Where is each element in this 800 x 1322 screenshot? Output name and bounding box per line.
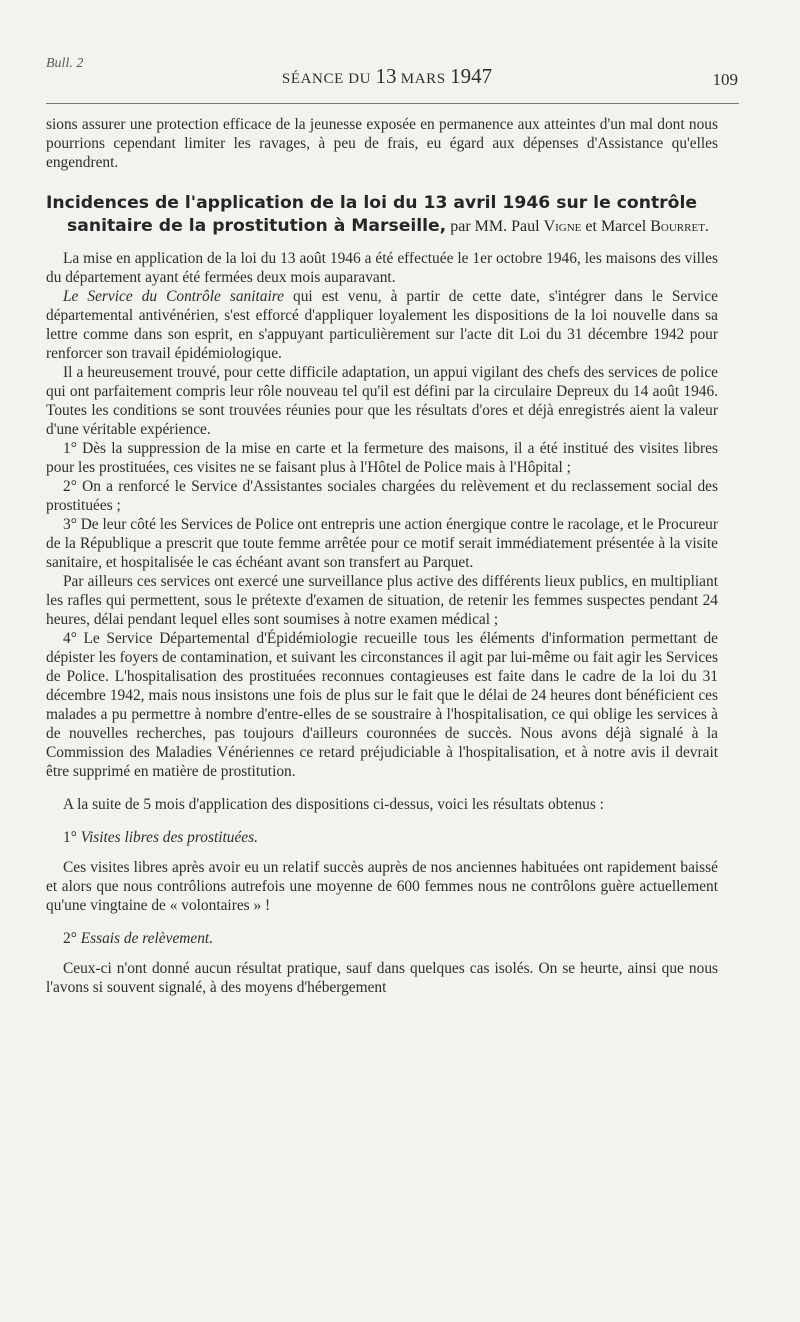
opening-paragraph: sions assurer une protection efficace de la jeunesse exposée en permanence aux atteintes d'un mal dont nous pourrions cependant limiter les ravages, à peu de frais, eu égard aux dépenses d'Assistance qu'elles engendrent. (46, 116, 718, 171)
author2-last-name: Bourret (650, 218, 705, 235)
page-body (46, 115, 718, 997)
paragraph-11: Ceux-ci n'ont donné aucun résultat pratique, sauf dans quelques cas isolés. On se heurte, ainsi que nous l'avons si souvent signalé, à des moyens d'hébergement (46, 960, 718, 996)
paragraph-6: 3° De leur côté les Services de Police ont entrepris une action énergique contre le racolage, et le Procureur de la République a prescrit que toute femme arrêtée pour ce motif serait immédiatement présentée à la visite sanitaire, et hospitalisée le cas échéant avant son transfert au Parquet. (46, 516, 719, 571)
running-head-month: MARS (396, 71, 451, 87)
article-authors (446, 218, 709, 235)
running-head-year: 1947 (450, 64, 493, 88)
running-head-day: 13 (375, 64, 397, 88)
paragraph-10: Ces visites libres après avoir eu un relatif succès auprès de nos anciennes habituées ont rapidement baissé et alors que nous contrôlions autrefois une moyenne de 600 femmes nous ne contrôlons guère actuellement qu'une vingtaine de « volontaires » ! (46, 859, 718, 914)
subheading-1-number: 1° (63, 829, 81, 846)
paragraph-2 (46, 287, 718, 363)
subheading-1-title: Visites libres des prostituées. (80, 829, 258, 846)
article-title (46, 192, 718, 238)
paragraph-3: Il a heureusement trouvé, pour cette difficile adaptation, un appui vigilant des chefs des services de police qui ont parfaitement compris leur rôle nouveau tel qu'il est défini par la circulaire Depreux du 14 août 1946. Toutes les conditions se sont trouvées réunies pour que les résultats d'ores et déjà enregistrés aient la valeur d'une véritable expérience. (46, 364, 718, 438)
subheading-1 (46, 828, 718, 847)
service-name: Le Service du Contrôle sanitaire (63, 288, 284, 305)
subheading-2 (46, 929, 718, 948)
running-head-prefix: SÉANCE DU (281, 71, 376, 87)
authors-prefix: par MM. (446, 218, 512, 235)
paragraph-5: 2° On a renforcé le Service d'Assistantes sociales chargées du relèvement et du reclassement social des prostituées ; (46, 478, 718, 514)
paragraph-2-text: qui est venu, à partir de cette date, s'intégrer dans le Service départemental antivénérien, s'est efforcé d'appliquer loyalement les dispositions de la loi nouvelle dans sa lettre comme dans son esprit, en s'appuyant particulièrement sur l'acte dit Loi du 31 décembre 1942 pour renforcer son travail épidémiologique. (46, 288, 718, 362)
paragraph-4: 1° Dès la suppression de la mise en carte et la fermeture des maisons, il a été institué des visites libres pour les prostituées, ces visites ne se faisant plus à l'Hôtel de Police mais à l'Hôpital ; (46, 440, 718, 476)
paragraph-1: La mise en application de la loi du 13 août 1946 a été effectuée le 1er octobre 1946, les maisons des villes du département ayant été fermées deux mois auparavant. (46, 250, 718, 286)
running-head (46, 64, 728, 89)
page-header (46, 54, 738, 94)
page-number: 109 (712, 70, 738, 89)
bulletin-number: Bull. 2 (46, 56, 84, 71)
authors-end: . (704, 218, 709, 235)
author2-first-name: Marcel (600, 218, 651, 235)
header-rule (46, 103, 739, 104)
authors-conjunction: et (581, 218, 601, 235)
paragraph-9: A la suite de 5 mois d'application des dispositions ci-dessus, voici les résultats obtenus : (63, 796, 604, 813)
subheading-2-title: Essais de relèvement. (80, 930, 214, 947)
paragraph-8: 4° Le Service Départemental d'Épidémiologie recueille tous les éléments d'information permettant de dépister les foyers de contamination, et suivant les circonstances il agit par lui-même ou fait agir les Services de Police. L'hospitalisation des prostituées reconnues contagieuses est faite dans le cadre de la loi du 31 décembre 1942, mais nous insistons une fois de plus sur le fait que le délai de 24 heures dont bénéficient ces malades a pu permettre à nombre d'entre-elles de se soustraire à l'hospitalisation, ce qui oblige les services à de nouvelles recherches, pas toujours d'ailleurs couronnées de succès. Nous avons déjà signalé à la Commission des Maladies Vénériennes ce retard préjudiciable à l'hospitalisation, et à notre avis il devrait être supprimé en matière de prostitution. (46, 630, 718, 780)
subheading-2-number: 2° (63, 930, 81, 947)
paragraph-7: Par ailleurs ces services ont exercé une surveillance plus active des différents lieux publics, en multipliant les rafles qui permettent, sous le prétexte d'examen de situation, de retenir les femmes suspectes pendant 24 heures, délai pendant lequel elles sont soumises à notre examen médical ; (46, 573, 718, 628)
article-title-text: Incidences de l'application de la loi du 13 avril 1946 sur le contrôle sanitaire de la prostitution à Marseille, (46, 193, 697, 236)
author1-last-name: Vigne (543, 218, 582, 235)
author1-first-name: Paul (511, 218, 544, 235)
